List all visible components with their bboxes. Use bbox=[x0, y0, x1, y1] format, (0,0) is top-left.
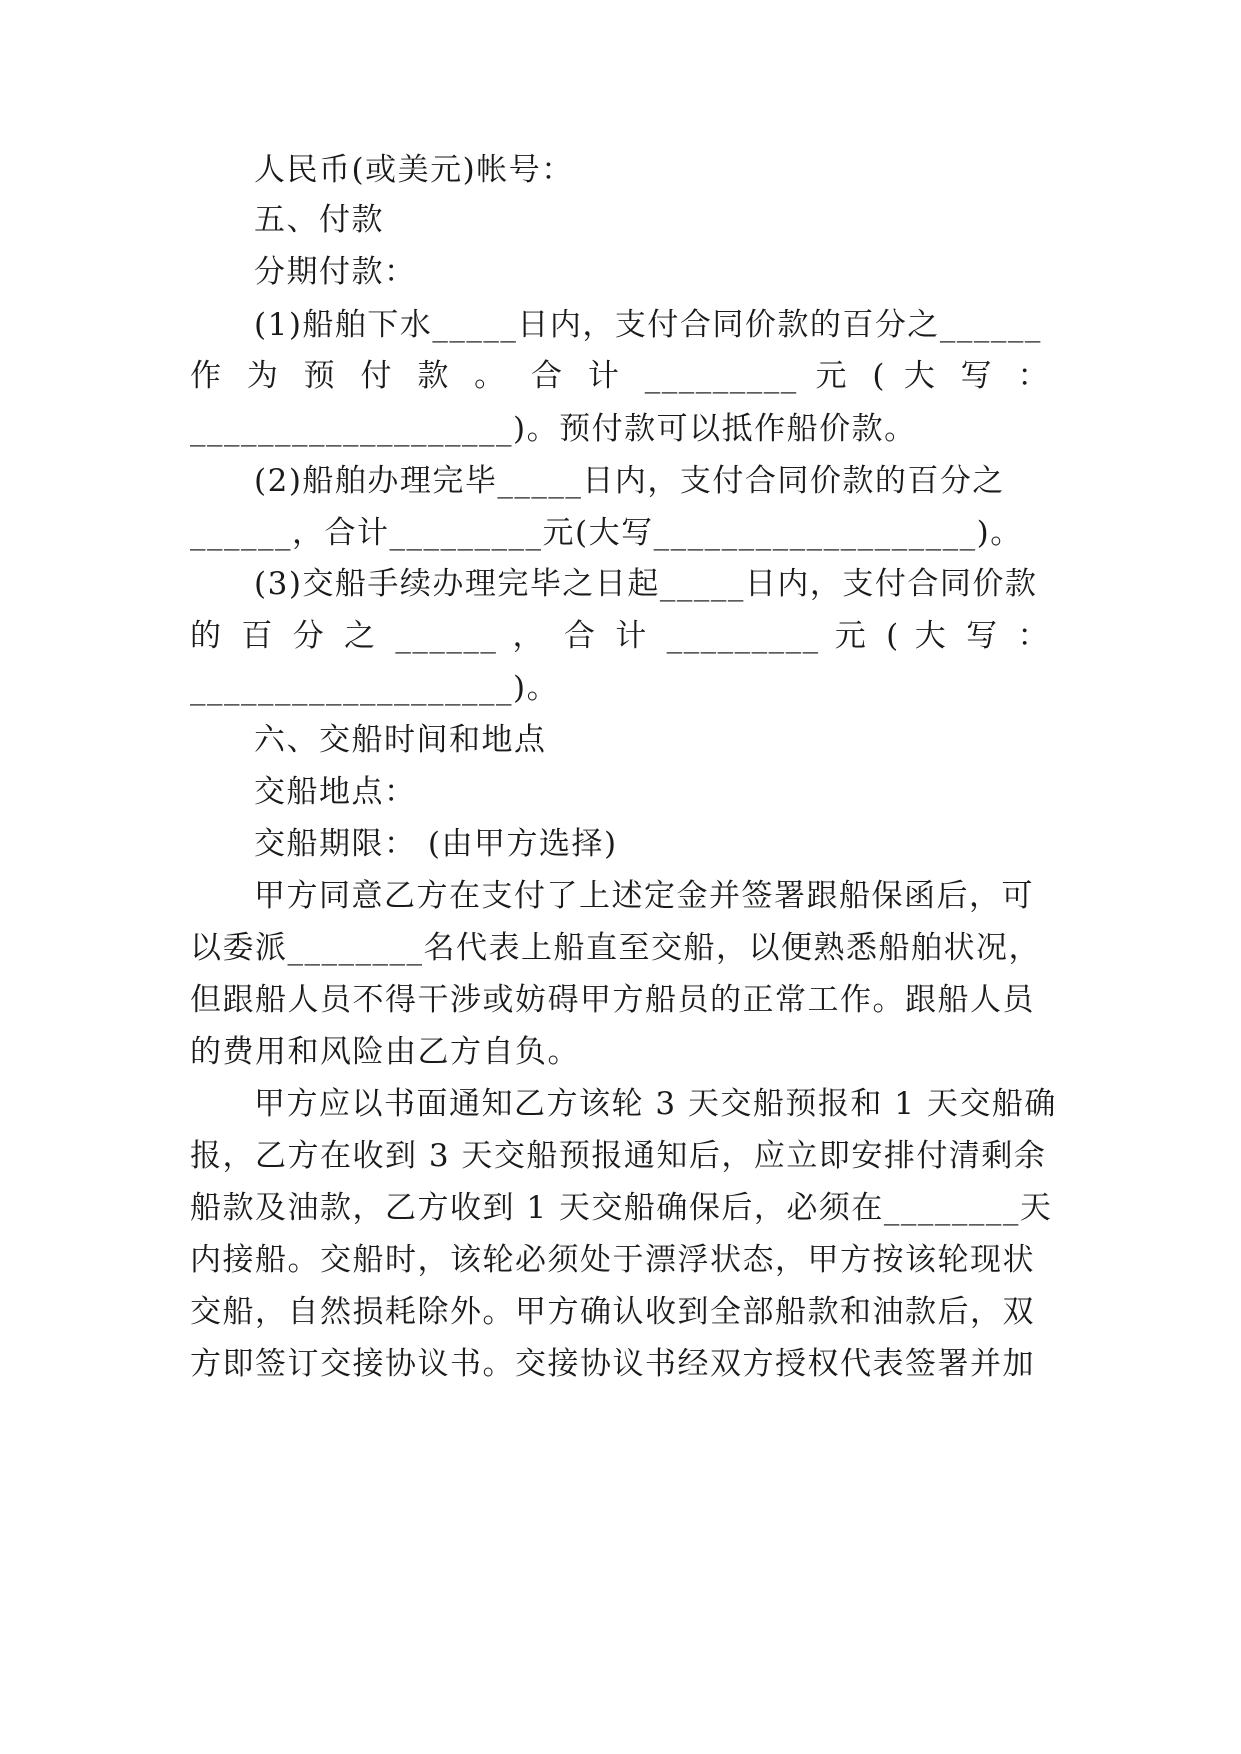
clause-3-line-3: ___________________)。 bbox=[190, 670, 560, 706]
clause-2-line-1: (2)船舶办理完毕_____日内，支付合同价款的百分之 bbox=[254, 463, 1005, 499]
installment-payment-label: 分期付款： bbox=[254, 254, 417, 290]
paragraph-2-line-2: 报，乙方在收到 3 天交船预报通知后，应立即安排付清剩余 bbox=[190, 1138, 1047, 1174]
paragraph-1-line-4: 的费用和风险由乙方自负。 bbox=[190, 1034, 580, 1070]
paragraph-2-line-4: 内接船。交船时，该轮必须处于漂浮状态，甲方按该轮现状 bbox=[190, 1242, 1035, 1278]
paragraph-2-line-6: 方即签订交接协议书。交接协议书经双方授权代表签署并加 bbox=[190, 1346, 1035, 1382]
clause-3-line-2: 的 百 分 之 ______ ， 合 计 _________ 元 ( 大 写 ： bbox=[190, 618, 1050, 654]
clause-1-line-2: 作 为 预 付 款 。 合 计 _________ 元 ( 大 写 ： bbox=[190, 358, 1050, 394]
section-heading-delivery: 六、交船时间和地点 bbox=[254, 722, 547, 758]
section-heading-payment: 五、付款 bbox=[254, 202, 384, 238]
clause-2-line-2: ______，合计_________元(大写___________________)。 bbox=[190, 515, 1023, 551]
clause-3-line-1: (3)交船手续办理完毕之日起_____日内，支付合同价款 bbox=[254, 566, 1038, 602]
paragraph-1-line-1: 甲方同意乙方在支付了上述定金并签署跟船保函后，可 bbox=[254, 878, 1034, 914]
paragraph-2-line-3: 船款及油款，乙方收到 1 天交船确保后，必须在________天 bbox=[190, 1190, 1053, 1226]
account-number-line: 人民币(或美元)帐号： bbox=[254, 152, 574, 188]
paragraph-2-line-1: 甲方应以书面通知乙方该轮 3 天交船预报和 1 天交船确 bbox=[254, 1086, 1057, 1122]
paragraph-2-line-5: 交船，自然损耗除外。甲方确认收到全部船款和油款后，双 bbox=[190, 1294, 1035, 1330]
delivery-period-line: 交船期限： (由甲方选择) bbox=[254, 826, 618, 862]
delivery-place-line: 交船地点： bbox=[254, 774, 417, 810]
paragraph-1-line-2: 以委派________名代表上船直至交船，以便熟悉船舶状况， bbox=[190, 930, 1041, 966]
paragraph-1-line-3: 但跟船人员不得干涉或妨碍甲方船员的正常工作。跟船人员 bbox=[190, 982, 1035, 1018]
clause-1-line-1: (1)船舶下水_____日内，支付合同价款的百分之______ bbox=[254, 307, 1042, 343]
clause-1-line-3: ___________________)。预付款可以抵作船价款。 bbox=[190, 411, 917, 447]
